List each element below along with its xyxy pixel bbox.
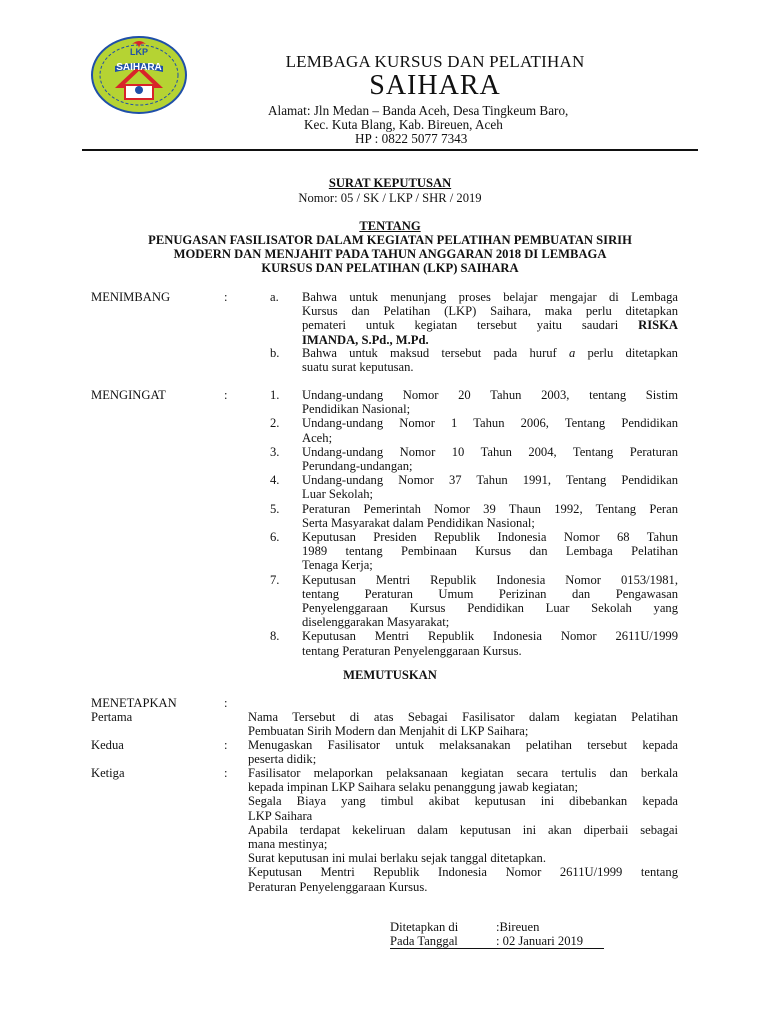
mengingat-item-line: tentang Peraturan Penyelenggaraan Kursus.: [302, 643, 522, 658]
mengingat-item-line: Aceh;: [302, 430, 333, 445]
menimbang-b-marker: b.: [270, 346, 280, 360]
mengingat-item: [270, 416, 678, 444]
ketiga-line: Keputusan Mentri Republik Indonesia Nomor 2611U/1999 tentang: [248, 865, 678, 880]
mengingat-item-line: Keputusan Mentri Republik Indonesia Nomor 2611U/1999: [302, 629, 678, 644]
mengingat-item-line: Pendidikan Nasional;: [302, 402, 411, 417]
ketiga-line: Apabila terdapat kekeliruan dalam keputusan ini akan diperbaii sebagai: [248, 822, 678, 837]
mengingat-item: [270, 573, 678, 630]
mengingat-item-line: Perundang-undangan;: [302, 459, 413, 474]
mengingat-item-number: 8.: [270, 629, 280, 644]
kedua-label: Kedua: [91, 738, 124, 752]
org-line: LEMBAGA KURSUS DAN PELATIHAN: [285, 52, 585, 71]
kedua-text: Menugaskan Fasilisator untuk melaksanakan pelatihan tersebut kepada peserta didik;: [248, 738, 678, 767]
memutuskan-heading: MEMUTUSKAN: [343, 668, 437, 682]
mengingat-item: [270, 473, 678, 501]
svg-text:LKP: LKP: [130, 47, 148, 57]
doc-number: Nomor: 05 / SK / LKP / SHR / 2019: [298, 191, 482, 205]
address-line-1: Alamat: Jln Medan – Banda Aceh, Desa Tingkeum Baro,: [268, 103, 569, 118]
ketiga-label: Ketiga: [91, 766, 125, 780]
mengingat-item-number: 2.: [270, 416, 280, 431]
svg-text:SAIHARA: SAIHARA: [116, 62, 162, 73]
mengingat-item-number: 4.: [270, 473, 280, 488]
mengingat-label: MENGINGAT: [91, 388, 166, 402]
mengingat-item-line: 1989 tentang Pembinaan Kursus dan Lembaga Pelatihan: [302, 544, 678, 559]
ketiga-line: Fasilisator melaporkan pelaksanaan kegiatan secara tertulis dan berkala: [248, 766, 678, 780]
mengingat-item-line: Luar Sekolah;: [302, 487, 373, 502]
ketiga-colon: :: [224, 766, 228, 780]
mengingat-colon: :: [224, 388, 228, 402]
mengingat-item-number: 3.: [270, 444, 280, 459]
phone-line: HP : 0822 5077 7343: [355, 131, 468, 146]
menimbang-a-text: Bahwa untuk menunjang proses belajar mengajar di Lembaga Kursus dan Pelatihan (LKP) Saihara, maka perlu ditetapkan pemateri untuk kegiatan tersebut yaitu saudari RISKA IMANDA, S.Pd., M.Pd.: [302, 290, 678, 347]
mengingat-item-line: diselenggarakan Masyarakat;: [302, 615, 450, 630]
ditetapkan-label: Ditetapkan di: [390, 920, 459, 934]
mengingat-item-line: tentang Peraturan Umum Perizinan dan Pengawasan: [302, 586, 678, 601]
ketiga-line: mana mestinya;: [248, 837, 328, 852]
menimbang-colon: :: [224, 290, 228, 304]
kedua-colon: :: [224, 738, 228, 752]
mengingat-item-line: Undang-undang Nomor 37 Tahun 1991, Tentang Pendidikan: [302, 473, 678, 488]
mengingat-item-line: Peraturan Pemerintah Nomor 39 Thaun 1992, Tentang Peran: [302, 501, 678, 516]
menimbang-label: MENIMBANG: [91, 290, 171, 304]
pertama-label: Pertama: [91, 710, 133, 724]
pertama-text: Nama Tersebut di atas Sebagai Fasilisator dalam kegiatan Pelatihan Pembuatan Sirih Modern dan Menjahit di LKP Saihara;: [248, 710, 678, 739]
ketiga-line: Segala Biaya yang timbul akibat keputusan ini dibebankan kepada: [248, 794, 678, 809]
mengingat-item-number: 5.: [270, 501, 280, 516]
tentang-heading: TENTANG: [359, 219, 421, 233]
mengingat-item-number: 6.: [270, 530, 280, 545]
mengingat-item-line: Undang-undang Nomor 1 Tahun 2006, Tentang Pendidikan: [302, 416, 678, 431]
mengingat-item: [270, 502, 678, 530]
subject-line-2: MODERN DAN MENJAHIT PADA TAHUN ANGGARAN 2018 DI LEMBAGA: [173, 247, 607, 261]
mengingat-item-line: Serta Masyarakat dalam Pendidikan Nasional;: [302, 515, 535, 530]
signature-underline: [390, 948, 604, 949]
ditetapkan-value: :Bireuen: [496, 920, 540, 934]
lkp-saihara-logo: [90, 30, 188, 116]
mengingat-item-line: Undang-undang Nomor 20 Tahun 2003, tentang Sistim: [302, 388, 678, 402]
ketiga-line: Peraturan Penyelenggaraan Kursus.: [248, 879, 428, 894]
mengingat-item: [270, 530, 678, 573]
subject-line-3: KURSUS DAN PELATIHAN (LKP) SAIHARA: [261, 261, 519, 275]
logo: [90, 30, 188, 116]
mengingat-item: [270, 629, 678, 657]
mengingat-item-line: Keputusan Mentri Republik Indonesia Nomor 0153/1981,: [302, 572, 678, 587]
ketiga-line: LKP Saihara: [248, 808, 313, 823]
mengingat-item-number: 1.: [270, 388, 280, 402]
org-name: SAIHARA: [369, 70, 501, 101]
menimbang-a-marker: a.: [270, 290, 279, 304]
header-rule: [82, 149, 698, 151]
ketiga-line: kepada impinan LKP Saihara selaku penanggung jawab kegiatan;: [248, 780, 579, 795]
tanggal-label: Pada Tanggal: [390, 934, 458, 948]
mengingat-item-number: 7.: [270, 572, 280, 587]
menetapkan-colon: :: [224, 696, 228, 710]
mengingat-item: [270, 388, 678, 416]
menetapkan-label: MENETAPKAN: [91, 696, 177, 710]
mengingat-item-line: Undang-undang Nomor 10 Tahun 2004, Tentang Peraturan: [302, 444, 678, 459]
mengingat-item-line: Penyelenggaraan Kursus Pendidikan Luar Sekolah yang: [302, 601, 678, 616]
mengingat-item: [270, 445, 678, 473]
ketiga-line: Surat keputusan ini mulai berlaku sejak tanggal ditetapkan.: [248, 851, 546, 866]
mengingat-item-line: Tenaga Kerja;: [302, 558, 373, 573]
mengingat-item-line: Keputusan Presiden Republik Indonesia Nomor 68 Tahun: [302, 530, 678, 545]
tanggal-value: : 02 Januari 2019: [496, 934, 584, 948]
subject-line-1: PENUGASAN FASILISATOR DALAM KEGIATAN PELATIHAN PEMBUATAN SIRIH: [148, 233, 632, 247]
mengingat-list: [270, 388, 678, 658]
address-line-2: Kec. Kuta Blang, Kab. Bireuen, Aceh: [304, 117, 503, 132]
doc-heading: SURAT KEPUTUSAN: [328, 176, 452, 190]
ketiga-text: [248, 766, 678, 894]
menimbang-b-text: Bahwa untuk maksud tersebut pada huruf a perlu ditetapkan suatu surat keputusan.: [302, 346, 678, 375]
